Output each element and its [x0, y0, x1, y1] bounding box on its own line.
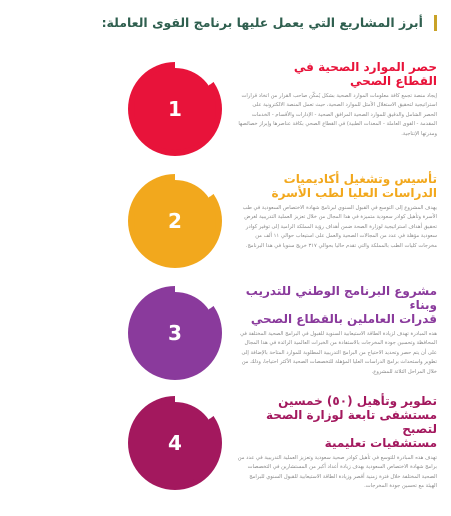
project-4-body: تهدف هذه المبادرة للتوسع في تأهيل كوادر صحية سعودية وتعزيز العملية التدريبية في عدد من برامج شهادة الاختصاص السعودية بهدف زيادة أعداد أكبر من المستشارين في التخصصات الصحية المختلفة خلال فترة زمنية أقصر وزيادة الطاقة الاستيعابية للقبول السنوي للبرامج الهيئة مع تحسين جودة المخرجات. [237, 455, 437, 490]
project-3-title [237, 284, 437, 326]
project-4-title-line2: مستشفى تابعة لوزارة الصحة لتصبح [265, 408, 437, 436]
project-4-content [237, 394, 437, 492]
project-1-content [237, 60, 437, 139]
project-3-content [237, 284, 437, 377]
project-3-title-line2: قدرات العاملين بالقطاع الصحي [250, 312, 437, 326]
project-3-badge [128, 286, 222, 380]
project-4-number: 4 [168, 431, 182, 455]
project-2-title-line2: الدراسات العليا لطب الأسرة [271, 186, 437, 200]
project-1-number: 1 [168, 97, 182, 121]
project-3-body: هذه المبادرة تهدف لزيادة الطاقة الاستيعابية السنوية للقبول في البرامج الصحية المختلفة في المحافظة وتحسين جودة المخرجات بالاستفادة من الخبرات العالمية الرائدة في هذا المجال على أن يتم حصر وتحديد الاحتياج من البرامج التدريبية المطلوبة للموارد المتاحة بالإضافة إلى تطوير واستحداث برامج الدراسات العليا المؤهلة للتخصصات الصحية الأكثر احتياجا، وذلك من خلال المراحل الثلاثة للمشروع. [240, 331, 437, 375]
project-2 [0, 172, 451, 290]
project-2-number: 2 [168, 209, 182, 233]
project-2-title [237, 172, 437, 200]
project-3-title-line1: مشروع البرنامج الوطني للتدريب وبناء [245, 284, 437, 312]
project-3 [0, 284, 451, 402]
project-4-title-line1: تطوير وتأهيل (٥٠) خمسين [278, 394, 437, 408]
project-2-content [237, 172, 437, 251]
project-3-number: 3 [168, 321, 182, 345]
project-1-title-line1: حصر الموارد الصحية في [293, 60, 437, 74]
project-4-title [237, 394, 437, 450]
page-title: أبرز المشاريع التي يعمل عليها برنامج القوى العاملة: [101, 15, 423, 30]
page-header [14, 12, 437, 31]
project-1-body: إيجاد منصة تجمع كافة معلومات الموارد الصحية بشكل يُمكّن صاحب القرار من اتخاذ قرارات استراتيجية لتحقيق الاستغلال الأمثل للموارد الصحية، حيث تعمل المنصة الالكترونية على الحصر الشامل والدقيق للموارد الصحية المرافق الصحية - الإدارات والأقسام - الخدمات المقدمة - القوى العاملة - المعدات الطبية) في القطاع الصحي بكافة عناصرها وإبراز خصائصها ومدرتها الإنتاجية. [238, 93, 437, 137]
project-4-badge [128, 396, 222, 490]
header-accent-bar [434, 15, 437, 31]
project-2-disk [134, 180, 216, 262]
project-3-disk [134, 292, 216, 374]
project-1-title [237, 60, 437, 88]
project-2-badge [128, 174, 222, 268]
project-4-disk [134, 402, 216, 484]
project-1-badge [128, 62, 222, 156]
project-1 [0, 60, 451, 178]
project-2-title-line1: تأسيس وتشغيل أكاديميات [283, 172, 437, 186]
project-4 [0, 394, 451, 512]
project-1-title-line2: القطاع الصحي [349, 74, 437, 88]
project-2-body: يهدف المشروع إلى التوسع في القبول السنوي لبرنامج شهادة الاختصاص السعودية في طب الأسرة وتأهيل كوادر سعودية متميزة في هذا المجال من خلال تعزيز العملية التدريبية لغرض تحقيق أهداف استراتيجية لوزارة الصحة ضمن أهداف رؤية المملكة الرامية إلى توفير كوادر سعودية مؤهلة في عدد من المجالات الصحية والعمل على استيعاب حوالي ١١ ألف من مخرجات كليات الطب بالمملكة والتي تقدم حاليا بحوالي ٣١٧ خريج سنويا في هذا البرنامج. [242, 205, 437, 249]
project-4-title-line3: مستشفيات تعليمية [324, 436, 437, 450]
project-1-disk [134, 68, 216, 150]
